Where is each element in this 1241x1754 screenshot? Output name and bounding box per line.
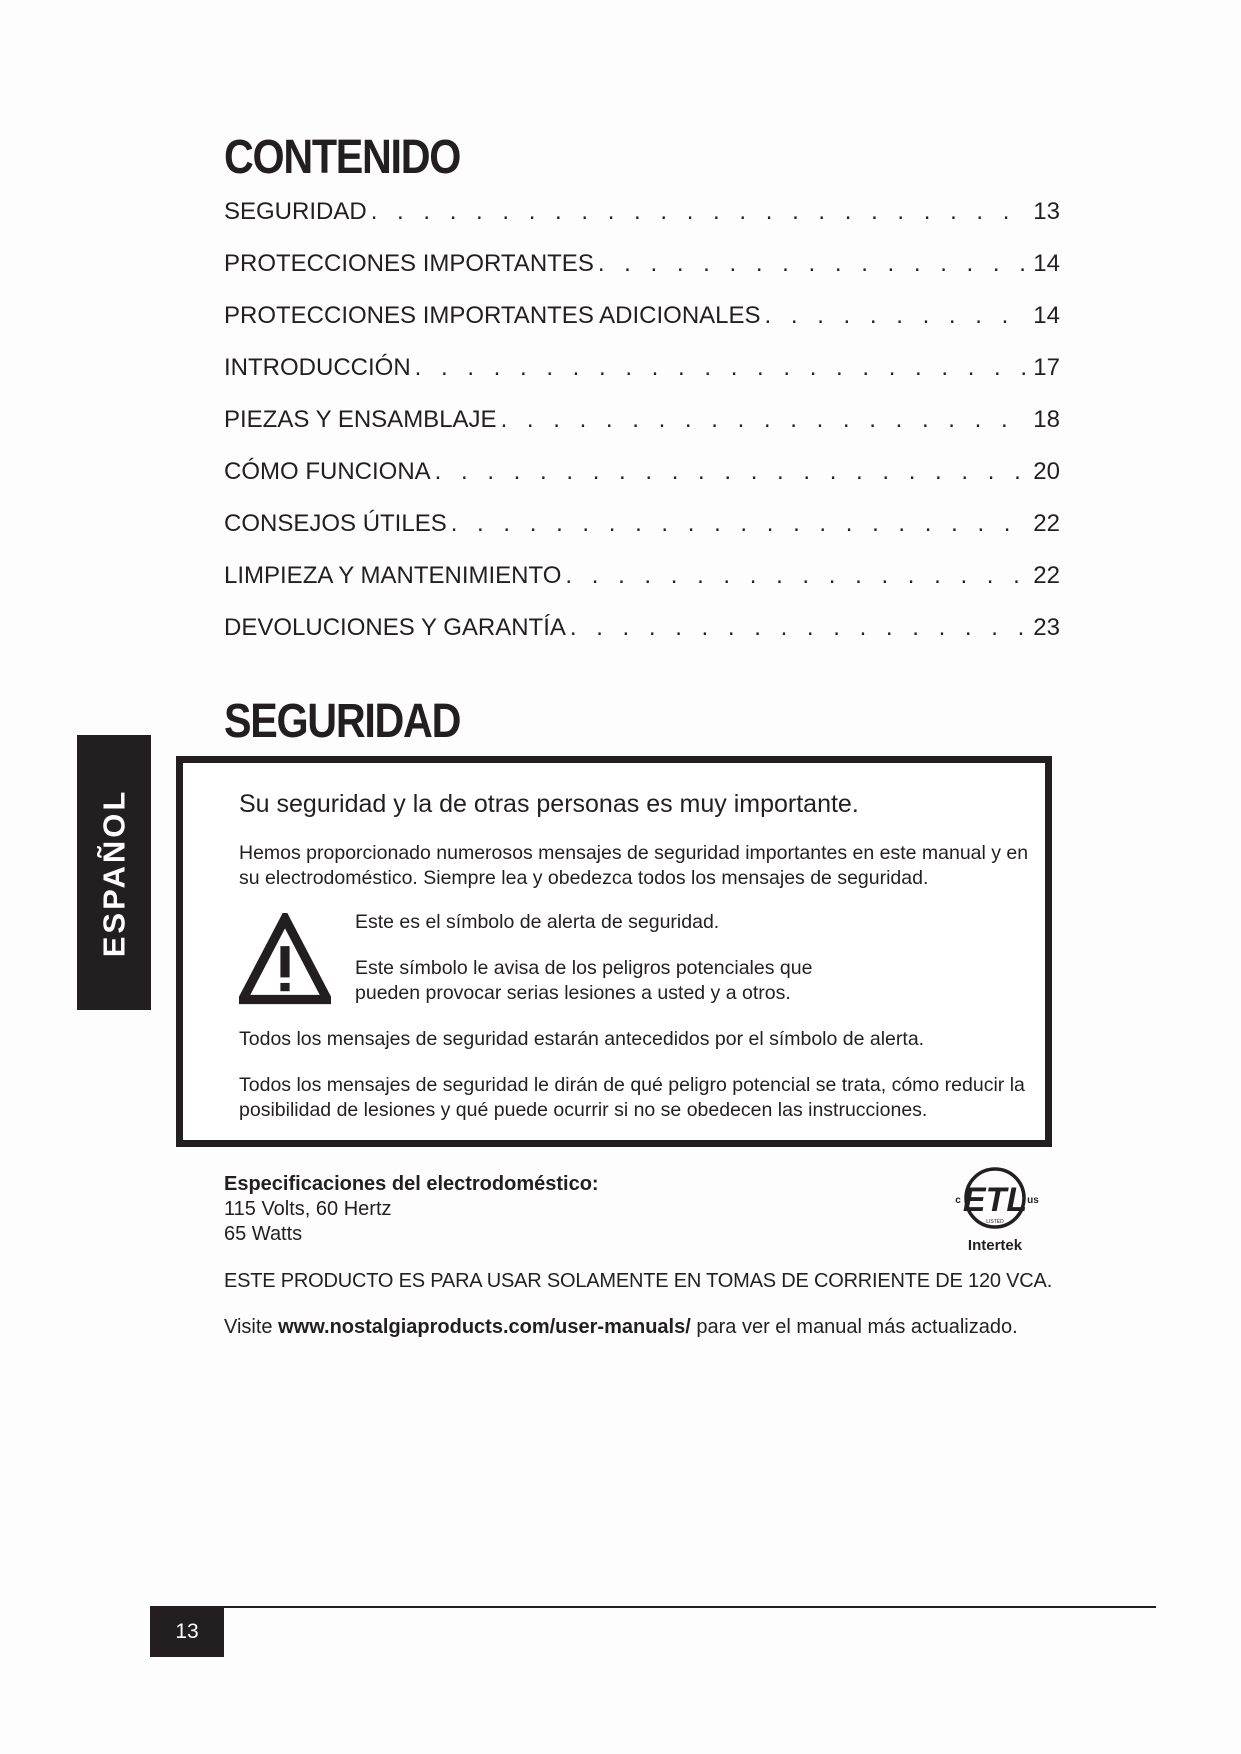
toc-entry-page: 14 [1033, 302, 1060, 329]
table-of-contents [224, 198, 1060, 666]
voltage-note: ESTE PRODUCTO ES PARA USAR SOLAMENTE EN TOMAS DE CORRIENTE DE 120 VCA. [224, 1270, 1053, 1292]
manuals-url-link[interactable]: www.nostalgiaproducts.com/user-manuals/ [278, 1316, 691, 1338]
specs-title: Especificaciones del electrodoméstico: [224, 1173, 599, 1195]
toc-entry-protecciones-adicionales[interactable] [224, 302, 1060, 354]
toc-entry-page: 18 [1033, 406, 1060, 433]
toc-entry-introduccion[interactable] [224, 354, 1060, 406]
appliance-specifications [224, 1172, 599, 1247]
visit-prefix: Visite [224, 1316, 279, 1338]
toc-leader-dots [765, 302, 1030, 330]
toc-entry-piezas-ensamblaje[interactable] [224, 406, 1060, 458]
safety-note-2: Todos los mensajes de seguridad le dirán de qué peligro potencial se trata, cómo reducir la posibilidad de lesiones y qué puede ocurrir si no se obedecen las instrucciones. [239, 1074, 1025, 1121]
toc-entry-page: 20 [1033, 458, 1060, 485]
toc-leader-dots [451, 510, 1030, 538]
contents-title: CONTENIDO [224, 131, 461, 184]
safety-notice-box [176, 756, 1052, 1147]
toc-entry-seguridad[interactable] [224, 198, 1060, 250]
etl-us-text: us [1027, 1195, 1039, 1206]
toc-entry-label: SEGURIDAD [224, 198, 367, 225]
safety-alert-hazard-text: Este símbolo le avisa de los peligros potenciales que pueden provocar serias lesiones a usted y a otros. [355, 957, 813, 1004]
toc-entry-label: INTRODUCCIÓN [224, 354, 411, 381]
intertek-text: Intertek [967, 1237, 1023, 1254]
footer-rule [150, 1606, 1156, 1608]
toc-entry-devoluciones[interactable] [224, 614, 1060, 666]
toc-entry-page: 17 [1033, 354, 1060, 381]
visit-line [224, 1316, 1018, 1339]
safety-title: SEGURIDAD [224, 695, 461, 748]
safety-alert-symbol-text: Este es el símbolo de alerta de seguridad. [355, 911, 720, 933]
toc-leader-dots [371, 198, 1030, 226]
safety-box-intro: Hemos proporcionado numerosos mensajes de seguridad importantes en este manual y en su electrodoméstico. Siempre lea y obedezca todos los mensajes de seguridad. [239, 842, 1029, 889]
toc-entry-page: 22 [1033, 510, 1060, 537]
safety-note-1: Todos los mensajes de seguridad estarán antecedidos por el símbolo de alerta. [239, 1028, 925, 1050]
toc-entry-protecciones-importantes[interactable] [224, 250, 1060, 302]
toc-leader-dots [501, 406, 1030, 434]
etl-certification-logo [950, 1158, 1040, 1256]
specs-voltage: 115 Volts, 60 Hertz [224, 1198, 392, 1220]
toc-entry-label: CONSEJOS ÚTILES [224, 510, 447, 537]
page-number: 13 [150, 1607, 224, 1657]
visit-suffix: para ver el manual más actualizado. [690, 1316, 1018, 1338]
toc-leader-dots [565, 562, 1029, 590]
toc-entry-label: CÓMO FUNCIONA [224, 458, 431, 485]
toc-entry-label: LIMPIEZA Y MANTENIMIENTO [224, 562, 562, 589]
toc-leader-dots [598, 250, 1029, 278]
language-side-tab [77, 735, 151, 1010]
toc-entry-label: DEVOLUCIONES Y GARANTÍA [224, 614, 566, 641]
warning-triangle-icon [239, 913, 331, 1005]
specs-power: 65 Watts [224, 1223, 303, 1245]
toc-entry-page: 14 [1033, 250, 1060, 277]
toc-entry-label: PROTECCIONES IMPORTANTES ADICIONALES [224, 302, 761, 329]
toc-entry-limpieza[interactable] [224, 562, 1060, 614]
toc-leader-dots [415, 354, 1030, 382]
etl-mark-text: ETL [962, 1181, 1028, 1219]
toc-entry-page: 23 [1033, 614, 1060, 641]
toc-entry-page: 22 [1033, 562, 1060, 589]
language-side-tab-label: ESPAÑOL [96, 788, 131, 957]
toc-leader-dots [570, 614, 1029, 642]
toc-entry-label: PROTECCIONES IMPORTANTES [224, 250, 594, 277]
toc-entry-consejos-utiles[interactable] [224, 510, 1060, 562]
toc-entry-como-funciona[interactable] [224, 458, 1060, 510]
toc-entry-page: 13 [1033, 198, 1060, 225]
safety-box-heading: Su seguridad y la de otras personas es muy importante. [239, 790, 859, 818]
toc-leader-dots [435, 458, 1030, 486]
toc-entry-label: PIEZAS Y ENSAMBLAJE [224, 406, 497, 433]
etl-c-text: c [955, 1195, 961, 1206]
etl-listed-text: LISTED [986, 1219, 1004, 1225]
